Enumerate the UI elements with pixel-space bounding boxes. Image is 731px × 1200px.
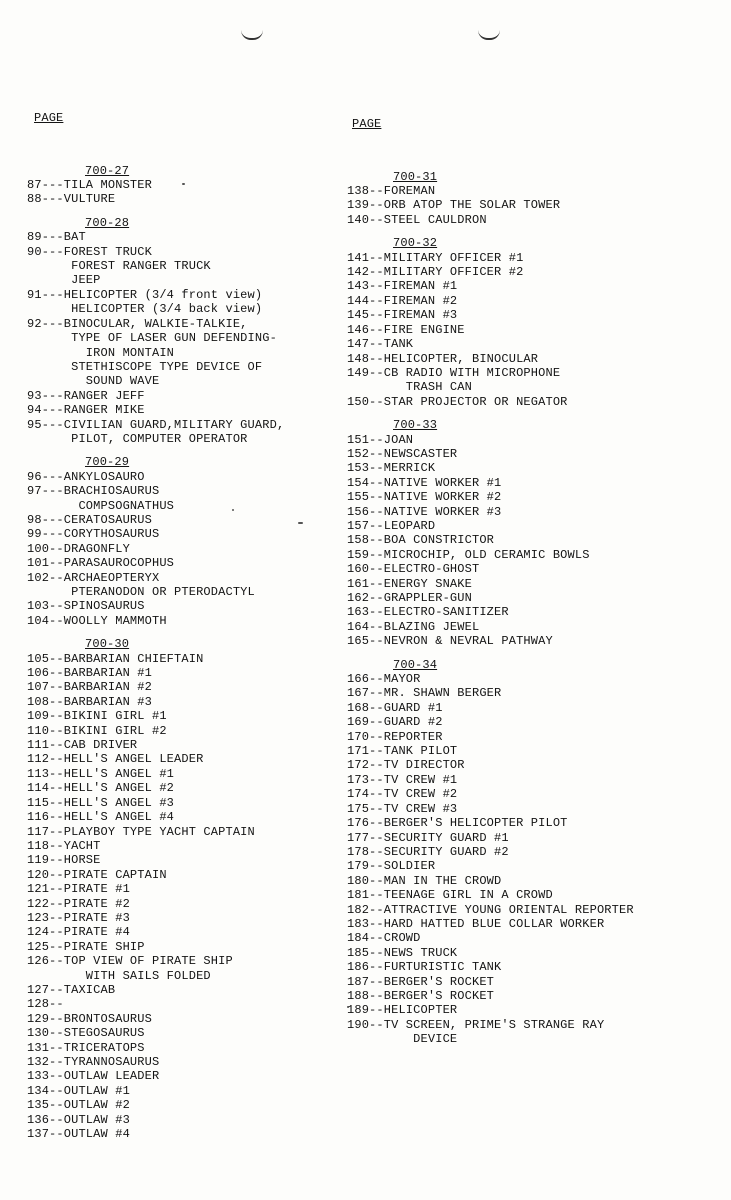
catalog-entry: 160--ELECTRO-GHOST <box>347 562 480 577</box>
catalog-entry: 140--STEEL CAULDRON <box>347 212 487 227</box>
catalog-entry: 141--MILITARY OFFICER #1 <box>347 250 524 265</box>
catalog-entry: 182--ATTRACTIVE YOUNG ORIENTAL REPORTER <box>347 902 634 917</box>
catalog-entry: 186--FURTURISTIC TANK <box>347 960 502 975</box>
catalog-entry: 117--PLAYBOY TYPE YACHT CAPTAIN <box>27 824 255 839</box>
catalog-entry: 163--ELECTRO-SANITIZER <box>347 605 509 620</box>
section-heading: 700-34 <box>393 657 438 672</box>
catalog-entry: 102--ARCHAEOPTERYX <box>27 570 160 585</box>
catalog-entry: WITH SAILS FOLDED <box>27 968 211 983</box>
catalog-section <box>27 637 347 1141</box>
catalog-entry: FOREST RANGER TRUCK <box>27 259 211 274</box>
catalog-entry: 105--BARBARIAN CHIEFTAIN <box>27 651 204 666</box>
catalog-entry: SOUND WAVE <box>27 374 160 389</box>
catalog-entry: 168--GUARD #1 <box>347 700 443 715</box>
binding-mark-right <box>478 30 500 40</box>
catalog-entry: 131--TRICERATOPS <box>27 1040 145 1055</box>
catalog-entry: JEEP <box>27 273 101 288</box>
section-heading: 700-32 <box>393 236 438 251</box>
catalog-entry: 170--REPORTER <box>347 729 443 744</box>
catalog-entry: 152--NEWSCASTER <box>347 446 458 461</box>
catalog-entry: 95---CIVILIAN GUARD,MILITARY GUARD, <box>27 417 285 432</box>
catalog-entry: 188--BERGER'S ROCKET <box>347 988 495 1003</box>
catalog-entry: 149--CB RADIO WITH MICROPHONE <box>347 365 561 380</box>
catalog-entry: 135--OUTLAW #2 <box>27 1098 130 1113</box>
catalog-section <box>347 658 707 1047</box>
catalog-entry: 99---CORYTHOSAURUS <box>27 527 160 542</box>
catalog-entry: 183--HARD HATTED BLUE COLLAR WORKER <box>347 916 605 931</box>
catalog-entry: 144--FIREMAN #2 <box>347 293 458 308</box>
catalog-entry: IRON MONTAIN <box>27 345 175 360</box>
left-column <box>27 82 347 1141</box>
catalog-entry: 90---FOREST TRUCK <box>27 244 152 259</box>
catalog-entry: 155--NATIVE WORKER #2 <box>347 490 502 505</box>
catalog-entry: 103--SPINOSAURUS <box>27 599 145 614</box>
catalog-entry: 126--TOP VIEW OF PIRATE SHIP <box>27 954 233 969</box>
catalog-entry: 166--MAYOR <box>347 672 421 687</box>
catalog-section <box>347 236 707 409</box>
catalog-entry: 187--BERGER'S ROCKET <box>347 974 495 989</box>
catalog-entry: 104--WOOLLY MAMMOTH <box>27 613 167 628</box>
catalog-entry: 143--FIREMAN #1 <box>347 279 458 294</box>
catalog-section <box>347 170 707 228</box>
catalog-entry: 107--BARBARIAN #2 <box>27 680 152 695</box>
catalog-entry: 154--NATIVE WORKER #1 <box>347 475 502 490</box>
catalog-entry: 100--DRAGONFLY <box>27 541 130 556</box>
section-heading: 700-30 <box>85 637 130 652</box>
catalog-entry: 122--PIRATE #2 <box>27 896 130 911</box>
catalog-entry: 119--HORSE <box>27 853 101 868</box>
catalog-entry: 101--PARASAUROCOPHUS <box>27 556 175 571</box>
catalog-entry: 129--BRONTOSAURUS <box>27 1011 152 1026</box>
catalog-entry: 176--BERGER'S HELICOPTER PILOT <box>347 816 568 831</box>
catalog-entry: 136--OUTLAW #3 <box>27 1112 130 1127</box>
catalog-entry: 161--ENERGY SNAKE <box>347 576 472 591</box>
catalog-entry: 165--NEVRON & NEVRAL PATHWAY <box>347 634 553 649</box>
catalog-entry: 116--HELL'S ANGEL #4 <box>27 810 175 825</box>
catalog-entry: 157--LEOPARD <box>347 518 436 533</box>
catalog-entry: 177--SECURITY GUARD #1 <box>347 830 509 845</box>
catalog-entry: 132--TYRANNOSAURUS <box>27 1055 160 1069</box>
catalog-entry: 162--GRAPPLER-GUN <box>347 591 472 605</box>
catalog-entry: 178--SECURITY GUARD #2 <box>347 844 509 859</box>
catalog-entry: 127--TAXICAB <box>27 982 116 997</box>
catalog-entry: COMPSOGNATHUS <box>27 498 175 513</box>
catalog-entry: 98---CERATOSAURUS <box>27 512 152 527</box>
catalog-entry: 137--OUTLAW #4 <box>27 1127 130 1142</box>
catalog-entry: 113--HELL'S ANGEL #1 <box>27 766 175 781</box>
catalog-entry: 89---BAT <box>27 230 86 245</box>
catalog-entry: TRASH CAN <box>347 380 472 395</box>
catalog-entry: STETHISCOPE TYPE DEVICE OF <box>27 359 263 374</box>
catalog-entry: TYPE OF LASER GUN DEFENDING- <box>27 331 277 346</box>
catalog-entry: 185--NEWS TRUCK <box>347 945 458 960</box>
catalog-section <box>347 418 707 649</box>
catalog-entry: 169--GUARD #2 <box>347 715 443 730</box>
catalog-entry: 181--TEENAGE GIRL IN A CROWD <box>347 888 553 903</box>
catalog-entry: 121--PIRATE #1 <box>27 882 130 897</box>
catalog-entry: 97---BRACHIOSAURUS <box>27 484 160 499</box>
catalog-entry: 130--STEGOSAURUS <box>27 1026 145 1041</box>
catalog-entry: 138--FOREMAN <box>347 184 436 199</box>
catalog-entry: 109--BIKINI GIRL #1 <box>27 709 167 724</box>
catalog-entry: 142--MILITARY OFFICER #2 <box>347 265 524 280</box>
right-column <box>347 88 707 1047</box>
page-label-right: PAGE <box>352 116 382 131</box>
catalog-entry: 93---RANGER JEFF <box>27 388 145 403</box>
catalog-entry: 171--TANK PILOT <box>347 744 458 759</box>
catalog-entry: 158--BOA CONSTRICTOR <box>347 533 495 548</box>
catalog-entry: DEVICE <box>347 1032 458 1047</box>
catalog-entry: 159--MICROCHIP, OLD CERAMIC BOWLS <box>347 547 590 562</box>
catalog-entry: 118--YACHT <box>27 838 101 853</box>
catalog-entry: 180--MAN IN THE CROWD <box>347 873 502 888</box>
catalog-entry: 134--OUTLAW #1 <box>27 1083 130 1098</box>
section-heading: 700-29 <box>85 455 130 470</box>
catalog-entry: 146--FIRE ENGINE <box>347 322 465 337</box>
catalog-entry: 87---TILA MONSTER <box>27 178 152 193</box>
catalog-entry: 111--CAB DRIVER <box>27 738 138 753</box>
catalog-entry: 139--ORB ATOP THE SOLAR TOWER <box>347 198 561 213</box>
section-heading: 700-28 <box>85 215 130 230</box>
catalog-entry: 190--TV SCREEN, PRIME'S STRANGE RAY <box>347 1017 605 1032</box>
catalog-entry: PTERANODON OR PTERODACTYL <box>27 585 255 599</box>
catalog-entry: 172--TV DIRECTOR <box>347 758 465 773</box>
catalog-entry: 156--NATIVE WORKER #3 <box>347 504 502 519</box>
catalog-entry: 92---BINOCULAR, WALKIE-TALKIE, <box>27 316 248 331</box>
section-heading: 700-27 <box>85 163 130 178</box>
catalog-entry: 164--BLAZING JEWEL <box>347 619 480 634</box>
catalog-entry: 112--HELL'S ANGEL LEADER <box>27 752 204 767</box>
catalog-entry: 145--FIREMAN #3 <box>347 308 458 323</box>
catalog-section <box>27 216 347 447</box>
catalog-entry: 189--HELICOPTER <box>347 1003 458 1018</box>
catalog-entry: 88---VULTURE <box>27 192 116 207</box>
section-heading: 700-31 <box>393 169 438 184</box>
catalog-entry: 108--BARBARIAN #3 <box>27 694 152 709</box>
catalog-entry: 110--BIKINI GIRL #2 <box>27 723 167 738</box>
catalog-entry: 125--PIRATE SHIP <box>27 939 145 954</box>
catalog-entry: 120--PIRATE CAPTAIN <box>27 867 167 882</box>
catalog-entry: 150--STAR PROJECTOR OR NEGATOR <box>347 394 568 409</box>
catalog-entry: 94---RANGER MIKE <box>27 403 145 418</box>
catalog-entry: 106--BARBARIAN #1 <box>27 666 152 681</box>
catalog-entry: 148--HELICOPTER, BINOCULAR <box>347 351 539 366</box>
catalog-entry: 151--JOAN <box>347 432 414 447</box>
catalog-entry: HELICOPTER (3/4 back view) <box>27 302 263 317</box>
catalog-section <box>27 164 347 207</box>
catalog-entry: 123--PIRATE #3 <box>27 910 130 925</box>
section-heading: 700-33 <box>393 418 438 433</box>
catalog-entry: 175--TV CREW #3 <box>347 801 458 816</box>
catalog-entry: 114--HELL'S ANGEL #2 <box>27 781 175 796</box>
catalog-section <box>27 455 347 628</box>
catalog-entry: 179--SOLDIER <box>347 859 436 874</box>
catalog-entry: 124--PIRATE #4 <box>27 925 130 940</box>
catalog-entry: 173--TV CREW #1 <box>347 772 458 787</box>
catalog-entry: 133--OUTLAW LEADER <box>27 1069 160 1084</box>
catalog-entry: 174--TV CREW #2 <box>347 787 458 802</box>
catalog-entry: 167--MR. SHAWN BERGER <box>347 686 502 701</box>
binding-mark-left <box>241 30 263 40</box>
catalog-entry: 91---HELICOPTER (3/4 front view) <box>27 287 263 302</box>
catalog-entry: 115--HELL'S ANGEL #3 <box>27 795 175 810</box>
catalog-entry: 153--MERRICK <box>347 461 436 476</box>
catalog-entry: 128-- <box>27 997 64 1012</box>
catalog-entry: PILOT, COMPUTER OPERATOR <box>27 431 248 446</box>
catalog-entry: 147--TANK <box>347 337 414 352</box>
catalog-entry: 96---ANKYLOSAURO <box>27 469 145 484</box>
page-label-left: PAGE <box>34 110 64 125</box>
catalog-entry: 184--CROWD <box>347 931 421 946</box>
